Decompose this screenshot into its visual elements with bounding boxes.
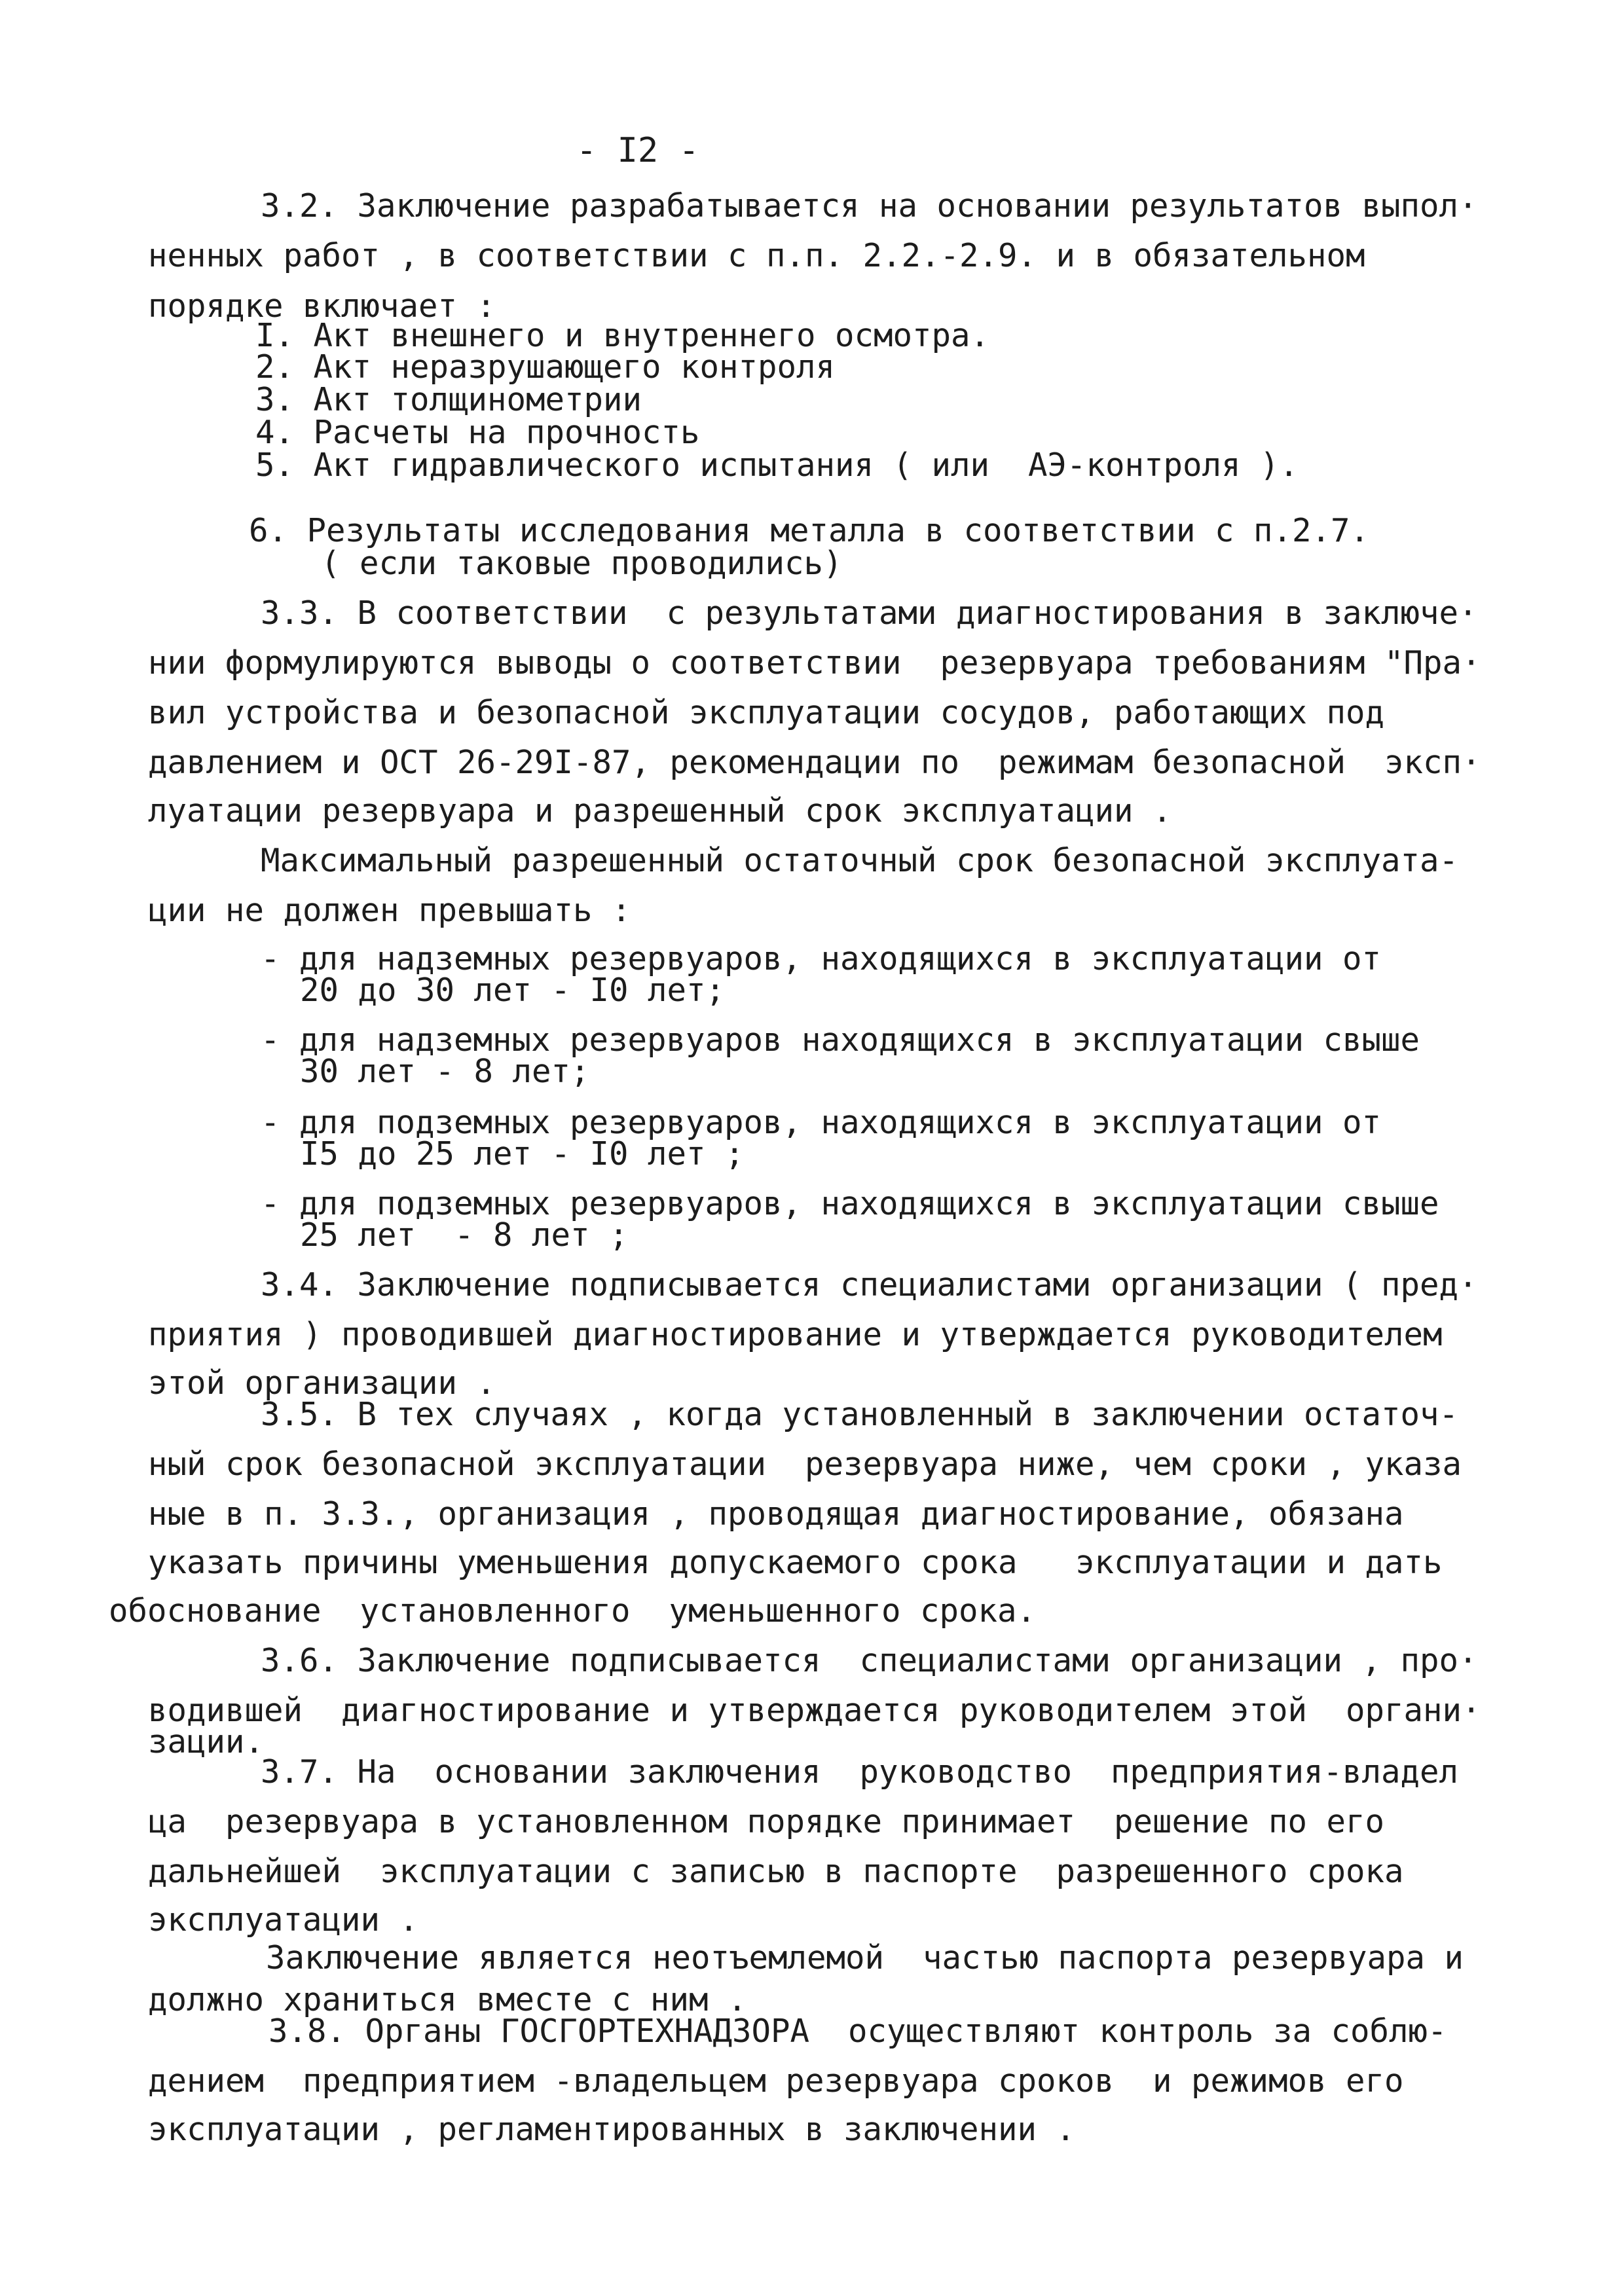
section-3-3-line: 3.3. В соответствии с результатами диагностирования в заключе·: [261, 594, 1478, 632]
section-3-4-line: этой организации .: [148, 1364, 496, 1402]
section-3-6-line: водившей диагностирование и утверждается руководителем этой органи·: [148, 1692, 1481, 1729]
list-item: 2. Акт неразрушающего контроля: [255, 348, 836, 386]
list-item: 3. Акт толщинометрии: [255, 381, 642, 418]
section-3-5-line: обоснование установленного уменьшенного срока.: [109, 1592, 1037, 1630]
section-3-5-line: ные в п. 3.3., организация , проводящая диагностирование, обязана: [148, 1495, 1404, 1533]
section-3-3-line: луатации резервуара и разрешенный срок эксплуатации .: [148, 792, 1172, 829]
bullet-line: - для подземных резервуаров, находящихся в эксплуатации свыше: [261, 1185, 1439, 1222]
list-item-note: ( если таковые проводились): [321, 545, 843, 582]
section-3-6-line: 3.6. Заключение подписывается специалистами организации , про·: [261, 1642, 1478, 1679]
section-3-2-line-1: 3.2. Заключение разрабатывается на основании результатов выпол·: [261, 187, 1478, 225]
list-item: 6. Результаты исследования металла в соответствии с п.2.7.: [249, 512, 1370, 549]
section-3-5-line: ный срок безопасной эксплуатации резервуара ниже, чем сроки , указа: [148, 1446, 1462, 1483]
page-number: - I2 -: [576, 131, 699, 170]
section-3-7-line: дальнейшей эксплуатации с записью в паспорте разрешенного срока: [148, 1853, 1404, 1890]
bullet-line: I5 до 25 лет - I0 лет ;: [300, 1135, 745, 1173]
bullet-line: 25 лет - 8 лет ;: [300, 1216, 629, 1254]
bullet-line: 30 лет - 8 лет;: [300, 1053, 590, 1090]
section-3-2-line-3: порядке включает :: [148, 287, 496, 325]
list-item: 4. Расчеты на прочность: [255, 414, 700, 451]
max-term-line: Максимальный разрешенный остаточный срок безопасной эксплуата-: [261, 842, 1459, 879]
section-3-7-note-line: Заключение является неотъемлемой частью паспорта резервуара и: [266, 1939, 1464, 1977]
section-3-7-note-line: должно храниться вместе с ним .: [148, 1981, 747, 2018]
section-3-8-line: эксплуатации , регламентированных в заключении .: [148, 2111, 1076, 2148]
list-item: 5. Акт гидравлического испытания ( или АЭ-контроля ).: [255, 446, 1299, 484]
bullet-line: - для надземных резервуаров, находящихся в эксплуатации от: [261, 940, 1382, 977]
bullet-line: 20 до 30 лет - I0 лет;: [300, 972, 726, 1009]
section-3-4-line: приятия ) проводившей диагностирование и утверждается руководителем: [148, 1316, 1443, 1353]
max-term-line: ции не должен превышать :: [148, 892, 631, 929]
section-3-7-line: эксплуатации .: [148, 1901, 419, 1939]
section-3-7-line: ца резервуара в установленном порядке принимает решение по его: [148, 1803, 1385, 1840]
section-3-5-line: 3.5. В тех случаях , когда установленный в заключении остаточ-: [261, 1396, 1459, 1433]
list-item: I. Акт внешнего и внутреннего осмотра.: [255, 317, 990, 354]
section-3-5-line: указать причины уменьшения допускаемого срока эксплуатации и дать: [148, 1544, 1443, 1581]
section-3-2-line-2: ненных работ , в соответствии с п.п. 2.2.-2.9. и в обязательном: [148, 237, 1365, 274]
section-3-3-line: вил устройства и безопасной эксплуатации сосудов, работающих под: [148, 694, 1385, 731]
section-3-6-line: зации.: [148, 1723, 265, 1760]
bullet-line: - для подземных резервуаров, находящихся в эксплуатации от: [261, 1104, 1382, 1141]
section-3-4-line: 3.4. Заключение подписывается специалистами организации ( пред·: [261, 1266, 1478, 1303]
section-3-8-line: 3.8. Органы ГОСГОРТЕХНАДЗОРА осуществляют контроль за соблю-: [268, 2013, 1447, 2050]
section-3-3-line: давлением и ОСТ 26-29I-87, рекомендации по режимам безопасной эксп·: [148, 744, 1481, 781]
section-3-3-line: нии формулируются выводы о соответствии резервуара требованиям "Пра·: [148, 644, 1481, 682]
section-3-8-line: дением предприятием -владельцем резервуара сроков и режимов его: [148, 2062, 1404, 2100]
bullet-line: - для надземных резервуаров находящихся в эксплуатации свыше: [261, 1021, 1420, 1059]
section-3-7-line: 3.7. На основании заключения руководство предприятия-владел: [261, 1753, 1459, 1791]
